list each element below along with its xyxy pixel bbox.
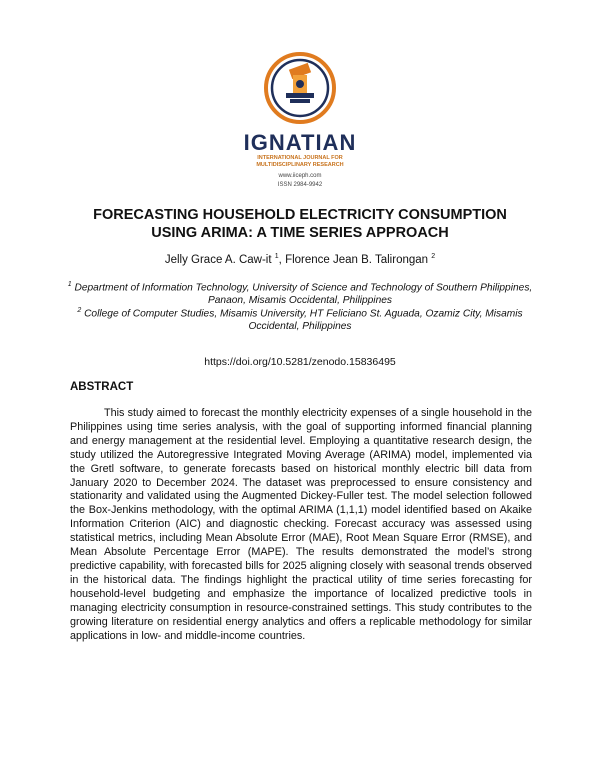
affiliation-1 xyxy=(60,278,540,307)
journal-brand: IGNATIAN xyxy=(243,130,357,155)
journal-logo xyxy=(250,48,350,128)
doi-link[interactable]: https://doi.org/10.5281/zenodo.15836495 xyxy=(204,356,396,368)
title-line-2: USING ARIMA: A TIME SERIES APPROACH xyxy=(151,225,449,241)
journal-subtitle: INTERNATIONAL JOURNAL FOR MULTIDISCIPLINARY RESEARCH xyxy=(256,155,344,168)
abstract-body: This study aimed to forecast the monthly electricity expenses of a single household in the Philippines using time series analysis, with the goal of supporting informed financial planning and energy management at the residential level. Employing a quantitative research design, the study utilized the Autoregressive Integrated Moving Average (ARIMA) model, implemented via the Gretl software, to generate forecasts based on historical monthly electric bill data from January 2020 to December 2024. The dataset was preprocessed to ensure consistency and stationarity and validated using the Augmented Dickey-Fuller test. The model selection followed the Box-Jenkins methodology, with the optimal ARIMA (1,1,1) model identified based on Akaike Information Criterion (AIC) and diagnostic checking. Forecast accuracy was assessed using statistical metrics, including Mean Absolute Error (MAE), Root Mean Square Error (RMSE), and Mean Absolute Percentage Error (MAPE). The results demonstrated the model’s strong predictive capability, with forecasted bills for 2025 aligning closely with seasonal trends observed in the historical data. The findings highlight the practical utility of time series forecasting for household-level budgeting and emphasize the importance of localized predictive tools in managing electricity consumption in resource-constrained settings. This study contributes to the growing literature on residential energy analytics and offers a replicable methodology for similar applications in low- and middle-income countries. xyxy=(70,407,532,642)
affiliation-2-text: College of Computer Studies, Misamis University, HT Feliciano St. Aguada, Ozamiz City, Misamis Occidental, Philippines xyxy=(84,308,523,333)
author-1-sup: 1 xyxy=(274,253,279,260)
author-2-sup: 2 xyxy=(431,253,436,260)
paper-title xyxy=(40,206,560,242)
author-1: Jelly Grace A. Caw-it xyxy=(164,253,272,266)
affiliation-2-sup: 2 xyxy=(77,307,82,314)
author-list xyxy=(40,253,560,266)
affiliation-1-text: Department of Information Technology, University of Science and Technology of Southern Philippines, Panaon, Misamis Occidental, Philippines xyxy=(74,282,533,307)
affiliation-1-sup: 1 xyxy=(67,281,72,288)
journal-website: www.iiceph.com xyxy=(278,173,322,179)
title-line-1: FORECASTING HOUSEHOLD ELECTRICITY CONSUMPTION xyxy=(93,207,507,223)
author-separator: , xyxy=(278,253,286,266)
affiliation-2 xyxy=(60,304,540,333)
abstract-heading: ABSTRACT xyxy=(70,381,134,393)
journal-issn: ISSN 2984-9942 xyxy=(277,182,323,188)
author-2: Florence Jean B. Talirongan xyxy=(285,253,429,266)
